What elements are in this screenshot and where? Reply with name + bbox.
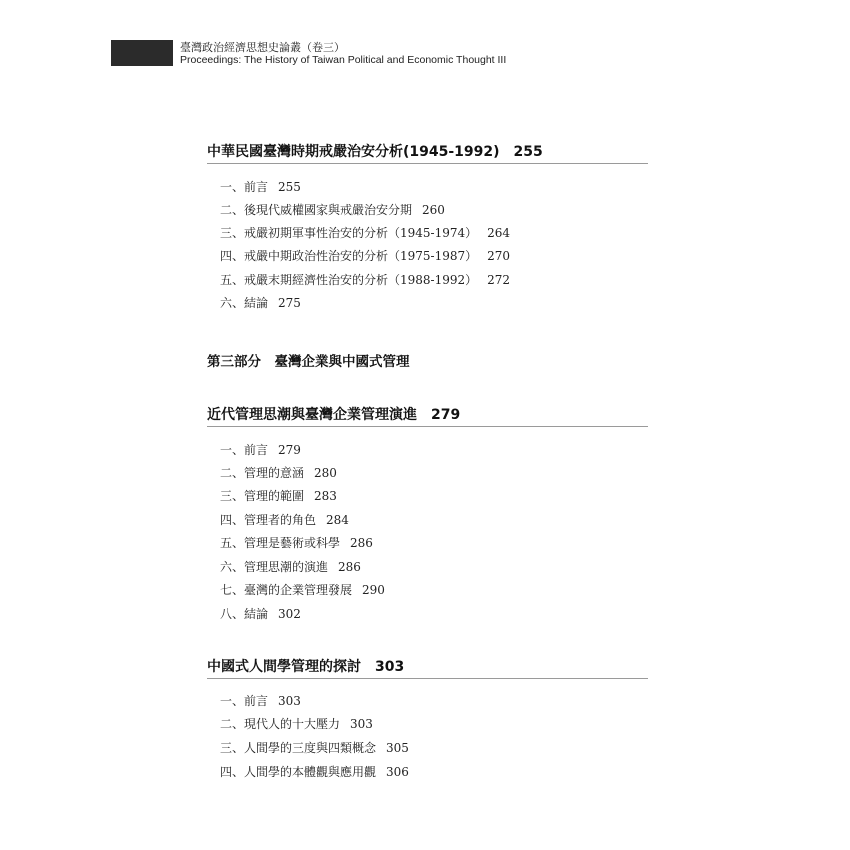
page-number: 306 <box>386 765 409 779</box>
page-number: 272 <box>487 273 511 287</box>
page-number: 275 <box>278 296 301 310</box>
section-divider <box>207 426 648 427</box>
page-number: 303 <box>278 694 301 708</box>
toc-entry: 二、管理的意涵 280 <box>220 466 337 480</box>
section-divider <box>207 163 648 164</box>
page-number: 286 <box>338 560 361 574</box>
page-number: 286 <box>350 536 373 550</box>
toc-entry: 六、結論 275 <box>220 296 301 310</box>
section-divider <box>207 678 648 679</box>
page-number: 279 <box>278 443 301 457</box>
toc-entry: 三、管理的範圍 283 <box>220 489 337 503</box>
running-header-title-en: Proceedings: The History of Taiwan Political and Economic Thought III <box>180 54 507 66</box>
page-number: 260 <box>422 203 445 217</box>
toc-entry: 二、現代人的十大壓力 303 <box>220 717 373 731</box>
toc-entry: 一、前言 255 <box>220 180 301 194</box>
page-number: 255 <box>278 180 301 194</box>
toc-entry: 一、前言 303 <box>220 694 301 708</box>
page-number: 280 <box>314 466 337 480</box>
toc-entry: 八、結論 302 <box>220 607 301 621</box>
page-number: 284 <box>326 513 349 527</box>
header-black-bar <box>111 40 173 66</box>
toc-entry: 三、戒嚴初期軍事性治安的分析（1945-1974） 264 <box>220 226 511 240</box>
page-number: 264 <box>487 226 511 240</box>
toc-entry: 三、人間學的三度與四類概念 305 <box>220 741 409 755</box>
toc-entry: 一、前言 279 <box>220 443 301 457</box>
running-header-title-zh: 臺灣政治經濟思想史論叢（卷三） <box>180 41 345 54</box>
toc-entry: 二、後現代威權國家與戒嚴治安分期 260 <box>220 203 445 217</box>
section-title: 中華民國臺灣時期戒嚴治安分析(1945-1992) 255 <box>207 144 543 160</box>
page-number: 303 <box>350 717 373 731</box>
section-title: 中國式人間學管理的探討 303 <box>207 659 405 675</box>
page-number: 270 <box>487 249 511 263</box>
part-heading: 第三部分 臺灣企業與中國式管理 <box>207 354 410 370</box>
toc-entry: 四、戒嚴中期政治性治安的分析（1975-1987） 270 <box>220 249 511 263</box>
toc-entry: 四、人間學的本體觀與應用觀 306 <box>220 765 409 779</box>
toc-entry: 七、臺灣的企業管理發展 290 <box>220 583 385 597</box>
page-number: 302 <box>278 607 301 621</box>
toc-entry: 四、管理者的角色 284 <box>220 513 349 527</box>
toc-entry: 五、管理是藝術或科學 286 <box>220 536 373 550</box>
page-number: 305 <box>386 741 409 755</box>
toc-entry: 五、戒嚴末期經濟性治安的分析（1988-1992） 272 <box>220 273 511 287</box>
page-number: 283 <box>314 489 337 503</box>
section-title: 近代管理思潮與臺灣企業管理演進 279 <box>207 407 461 423</box>
toc-entry: 六、管理思潮的演進 286 <box>220 560 361 574</box>
page-number: 290 <box>362 583 385 597</box>
